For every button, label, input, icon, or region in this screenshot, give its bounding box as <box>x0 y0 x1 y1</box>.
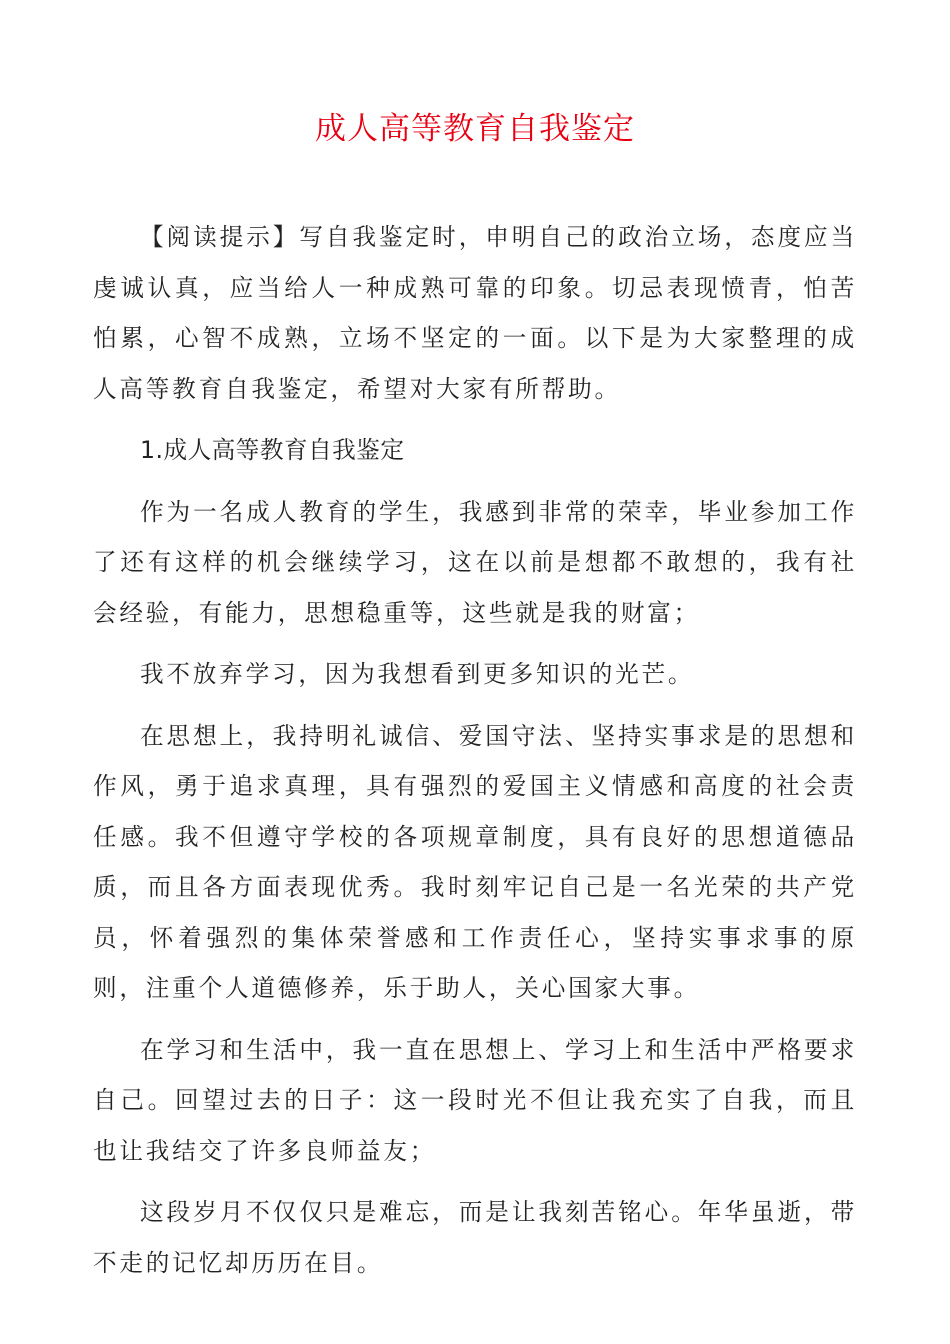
document-title: 成人高等教育自我鉴定 <box>315 111 635 147</box>
paragraph: 我不放弃学习，因为我想看到更多知识的光芒。 <box>140 660 695 688</box>
paragraph: 在思想上，我持明礼诚信、爱国守法、坚持实事求是的思想和作风，勇于追求真理，具有强烈的爱国主义情感和高度的社会责任感。我不但遵守学校的各项规章制度，具有良好的思想道德品质，而且各方面表现优秀。我时刻牢记自己是一名光荣的共产党员，怀着强烈的集体荣誉感和工作责任心，坚持实事求事的原则，注重个人道德修养，乐于助人，关心国家大事。 <box>93 721 857 1002</box>
section-heading: 1.成人高等教育自我鉴定 <box>140 436 405 464</box>
document-body <box>93 212 857 1299</box>
paragraph-reading-tip: 【阅读提示】写自我鉴定时，申明自己的政治立场，态度应当虔诚认真，应当给人一种成熟可靠的印象。切忌表现愤青，怕苦怕累，心智不成熟，立场不坚定的一面。以下是为大家整理的成人高等教育自我鉴定，希望对大家有所帮助。 <box>93 223 857 403</box>
paragraph: 在学习和生活中，我一直在思想上、学习上和生活中严格要求自己。回望过去的日子：这一段时光不但让我充实了自我，而且也让我结交了许多良师益友； <box>93 1035 857 1165</box>
paragraph: 作为一名成人教育的学生，我感到非常的荣幸，毕业参加工作了还有这样的机会继续学习，这在以前是想都不敢想的，我有社会经验，有能力，思想稳重等，这些就是我的财富； <box>93 497 857 627</box>
paragraph: 这段岁月不仅仅只是难忘，而是让我刻苦铭心。年华虽逝，带不走的记忆却历历在目。 <box>93 1198 857 1277</box>
